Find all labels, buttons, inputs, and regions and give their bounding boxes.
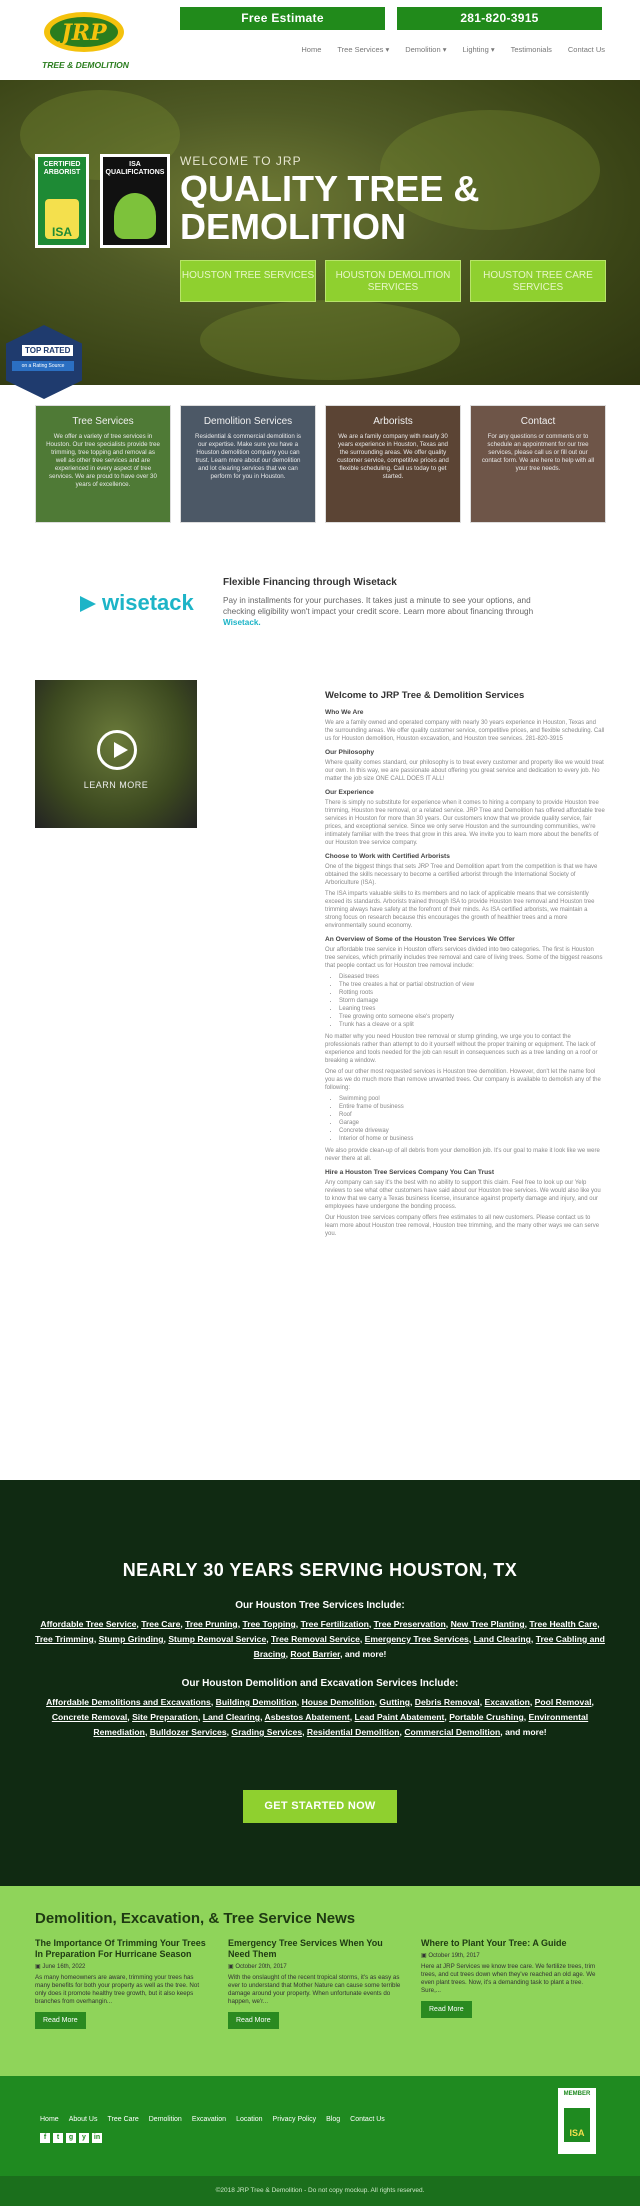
demolition-services-heading: Our Houston Demolition and Excavation Services Include: [181,1678,459,1689]
service-link[interactable]: Building Demolition [215,1697,297,1707]
hero-headline: QUALITY TREE & DEMOLITION [180,168,480,247]
news-title: Demolition, Excavation, & Tree Service News [35,1910,356,1927]
houston-tree-services-button[interactable]: HOUSTON TREE SERVICES [180,260,316,302]
service-link[interactable]: Residential Demolition [306,1727,400,1737]
isa-qualifications-badge [100,154,170,248]
experience-text: There is simply no substitute for experience when it comes to hiring a company to provide Houston tree trimming, Houston tree removal, or a related service. JRP Tree and Demolition has offered affordable tree services in Houston for more than 30 years. Our customers know that we provide quality service, fair prices, and exceptional service. Since we only serve Houston and the surrounding communities, we're intimately familiar with the trees that grow in this area. We invite you to learn more about the benefits of our Houston tree service company. [325,800,605,846]
card-text: We offer a variety of tree services in Houston. Our tree specialists provide tree trimming, tree topping and removal as well as other tree services and are experienced in every aspect of tree services. We are proud to have over 30 years of excellence. [46,433,160,488]
logo-emblem-icon [41,6,127,54]
hire-text: Our Houston tree services company offers free estimates to all new customers. Please contact us to learn more about Houston tree removal, Houston tree trimming, and the many other ways we can serve you. [325,1215,600,1237]
tree-icon [114,193,156,239]
financing-section [0,555,640,655]
footer-link[interactable]: Privacy Policy [272,2116,317,2123]
nav-tree-services[interactable]: Tree Services ▾ [337,45,390,54]
card-title: Contact [520,416,556,427]
nav-lighting[interactable]: Lighting ▾ [462,45,495,54]
list-item: • Tree growing onto someone else's property [339,1013,605,1021]
overview-heading: An Overview of Some of the Houston Tree Services We Offer [325,936,515,943]
services-summary-section [0,1480,640,1886]
removal-reasons-list [325,973,605,1029]
footer-link[interactable]: Blog [326,2116,341,2123]
demolition-services-links: Affordable Demolitions and Excavations, Building Demolition, House Demolition, Gutting, Debris Removal, Excavation, Pool Removal, Concrete Removal, Site Preparation, Land Clearing, Asbestos Abatement, Lead Paint Abatement, Portable Crushing, Environmental Remediation, Bulldozer Services, Grading Services, Residential Demolition, Commercial Demolition, and more! [46,1697,594,1737]
twitter-icon[interactable]: t [53,2133,63,2143]
list-item: • Entire frame of business [339,1103,605,1111]
houston-tree-care-services-button[interactable]: HOUSTON TREE CARE SERVICES [470,260,606,302]
post-date: ▣ June 16th, 2022 [35,1964,86,1970]
footer-link[interactable]: Excavation [191,2116,227,2123]
post-date: ▣ October 19th, 2017 [421,1953,480,1959]
service-link[interactable]: Tree Trimming [35,1634,94,1644]
footer-link[interactable]: About Us [68,2116,98,2123]
facebook-icon[interactable]: f [40,2133,50,2143]
list-item: • Interior of home or business [339,1135,605,1143]
news-section [0,1886,640,2076]
hire-text: Any company can say it's the best with no ability to support this claim. Feel free to look up our Yelp reviews to see what other customers have said about our Houston tree services. We would also like you to know that we carry a Texas business license, insurance against property damage and injury, and our employees have undergone the bonding process. [325,1180,601,1210]
card-text: Residential & commercial demolition is our expertise. Make sure you have a Houston demolition company you can trust. Learn more about our demolition and lot clearing services that we can perform for you in Houston. [195,433,301,480]
who-we-are-heading: Who We Are [325,709,364,716]
service-link[interactable]: Tree Pruning [185,1619,238,1629]
hire-heading: Hire a Houston Tree Services Company You Can Trust [325,1169,495,1176]
service-link[interactable]: Asbestos Abatement [264,1712,350,1722]
service-link[interactable]: Portable Crushing [449,1712,524,1722]
financing-body: Pay in installments for your purchases. It takes just a minute to see your options, and checking eligibility won't impact your credit score. Learn more about financing through [223,596,534,616]
main-nav [301,45,605,54]
list-item: • Garage [339,1119,605,1127]
and-more-text: and more! [344,1649,387,1659]
nav-testimonials[interactable]: Testimonials [510,45,552,54]
service-link[interactable]: Pool Removal [534,1697,592,1707]
list-item: • Diseased trees [339,973,605,981]
service-link[interactable]: Affordable Demolitions and Excavations [46,1697,211,1707]
philosophy-heading: Our Philosophy [325,749,375,756]
badge-title: ISA QUALIFICATIONS [105,161,165,176]
footer-link[interactable]: Tree Care [107,2116,139,2123]
service-link[interactable]: Environmental Remediation [93,1712,589,1737]
read-more-button[interactable]: Read More [35,2012,86,2029]
post-excerpt: With the onslaught of the recent tropical storms, it's as easy as ever to understand that Mother Nature can cause some terrible damage around your property. When unfortunate events do happen, we'r... [228,1974,401,2005]
wisetack-link[interactable]: Wisetack. [223,618,261,627]
footer-link[interactable]: Location [236,2116,263,2123]
service-link[interactable]: Commercial Demolition [404,1727,501,1737]
about-content [325,690,605,1241]
nav-home[interactable]: Home [301,45,322,54]
card-text: We are a family company with nearly 30 years experience in Houston, Texas and the surrounding areas. We offer quality customer service, competitive prices and flexible scheduling. Call us today to get started. [337,433,449,480]
site-header [0,0,640,80]
post-title[interactable]: Emergency Tree Services When You Need Them [228,1938,383,1959]
certified-arborist-badge [35,154,89,248]
overview-text: We also provide clean-up of all debris from your demolition job. It's our goal to make it look like we were never there at all. [325,1148,600,1162]
tree-services-heading: Our Houston Tree Services Include: [235,1600,405,1611]
post-title[interactable]: Where to Plant Your Tree: A Guide [421,1938,567,1948]
hero-banner [0,80,640,385]
service-link[interactable]: Tree Fertilization [300,1619,369,1629]
footer-link[interactable]: Contact Us [350,2116,385,2123]
card-title: Arborists [373,416,413,427]
service-link[interactable]: Land Clearing [202,1712,261,1722]
post-date-text: October 20th, 2017 [235,1964,287,1970]
footer-link[interactable]: Home [40,2116,59,2123]
experience-heading: Our Experience [325,789,374,796]
list-item: • Leaning trees [339,1005,605,1013]
service-link[interactable]: Grading Services [231,1727,303,1737]
card-demolition-services[interactable] [180,405,316,523]
card-title: Tree Services [72,416,134,427]
service-link[interactable]: Gutting [379,1697,410,1707]
certified-text: The ISA imparts valuable skills to its members and no lack of applicable means that we consistently exceed its standards. Arborists trained through ISA to provide Houston tree removal and Houston tree trimming always have safety at the forefront of their minds. As ISA certified arborists, we maintain a strong focus on research because this encourages the growth of healthier trees and a more environmentally sound economy. [325,891,595,929]
service-link[interactable]: Stump Grinding [98,1634,164,1644]
post-excerpt: As many homeowners are aware, trimming your trees has many benefits for both your property as well as the tree. Not only does it promote healthy tree growth, but it also keeps branches from overhangin... [35,1974,200,2005]
member-label: MEMBER [563,2091,591,2097]
top-rated-subtitle: on a Rating Source [12,361,74,371]
overview-text: Our affordable tree service in Houston offers services divided into two categories. The first is Houston tree services, which primarily includes tree removal and care of living trees. Some of the biggest reasons that people contact us for Houston tree removal include: [325,947,603,969]
overview-text: One of our other most requested services is Houston tree demolition. However, don't let the name fool you as we do much more than remove unwanted trees. Our company is available to demolish any of the following: [325,1069,601,1091]
service-link[interactable]: Land Clearing [473,1634,531,1644]
isa-badge-icon: ISA [45,199,79,239]
financing-title: Flexible Financing through Wisetack [223,577,397,588]
and-more-text: and more! [505,1727,547,1737]
company-logo[interactable] [33,6,138,72]
list-item: • The tree creates a hat or partial obstruction of view [339,981,605,989]
card-text: For any questions or comments or to schedule an appointment for our tree services, please call us or fill out our contact form. We are here to help with all your tree needs. [481,433,595,472]
houston-demolition-services-button[interactable]: HOUSTON DEMOLITION SERVICES [325,260,461,302]
card-tree-services[interactable] [35,405,171,523]
service-link[interactable]: Debris Removal [414,1697,480,1707]
social-links [40,2133,102,2143]
service-link[interactable]: Bulldozer Services [149,1727,227,1737]
service-link[interactable]: Tree Removal Service [271,1634,360,1644]
news-post [228,1938,403,2029]
service-link[interactable]: Concrete Removal [51,1712,128,1722]
post-date: ▣ October 20th, 2017 [228,1964,287,1970]
service-link[interactable]: Lead Paint Abatement [354,1712,445,1722]
youtube-icon[interactable]: y [79,2133,89,2143]
wisetack-logo[interactable] [80,590,194,616]
card-arborists[interactable] [325,405,461,523]
video-thumbnail[interactable] [35,680,197,828]
footer-link[interactable]: Demolition [148,2116,182,2123]
service-link[interactable]: New Tree Planting [450,1619,525,1629]
about-section [0,680,640,1480]
list-item: • Trunk has a cleave or a split [339,1021,605,1029]
service-link[interactable]: Tree Cabling and Bracing [253,1634,605,1659]
top-rated-badge[interactable] [0,325,85,400]
certified-heading: Choose to Work with Certified Arborists [325,853,450,860]
philosophy-text: Where quality comes standard, our philosophy is to treat every customer and property like we would treat our own. In this way, we are passionate about offering you great service and dedication to every job. No matter the job size ONE CALL DOES IT ALL! [325,760,604,782]
overview-text: No matter why you need Houston tree removal or stump grinding, we urge you to contact the professionals rather than attempt to do it yourself without the proper training or equipment. The lack of experience and tools needed for the job can result in consequences such as a tree landing on a roof or breaking a window. [325,1034,598,1064]
free-estimate-button[interactable]: Free Estimate [180,7,385,30]
play-icon[interactable] [97,730,137,770]
foliage-decoration [200,300,460,380]
who-we-are-text: We are a family owned and operated company with nearly 30 years experience in Houston, Texas and the surrounding areas. We offer quality customer service, competitive prices, and flexible scheduling. Call us for Houston demolition, Houston excavation, and Houston tree services. 281-820-3915 [325,720,605,742]
list-item: • Roof [339,1111,605,1119]
phone-button[interactable]: 281-820-3915 [397,7,602,30]
site-footer [0,2076,640,2176]
card-contact[interactable] [470,405,606,523]
get-started-button[interactable]: GET STARTED NOW [243,1790,397,1823]
service-link[interactable]: Tree Preservation [373,1619,446,1629]
copyright: ©2018 JRP Tree & Demolition - Do not copy mockup. All rights reserved. [0,2176,640,2206]
post-date-text: June 16th, 2022 [42,1964,86,1970]
certified-text: One of the biggest things that sets JRP Tree and Demolition apart from the competition is that we have obtained the skills necessary to become a certified arborist through the International Society of Arboriculture (ISA). [325,864,598,886]
service-link[interactable]: Affordable Tree Service [40,1619,137,1629]
about-title: Welcome to JRP Tree & Demolition Services [325,690,525,701]
list-item: • Swimming pool [339,1095,605,1103]
list-item: • Storm damage [339,997,605,1005]
isa-logo-icon: ISA [564,2108,590,2142]
linkedin-icon[interactable]: in [93,2134,101,2141]
logo-tagline: TREE & DEMOLITION [42,60,129,70]
news-post [421,1938,596,2018]
service-link[interactable]: Excavation [484,1697,530,1707]
service-link[interactable]: Emergency Tree Services [364,1634,469,1644]
tree-services-links: Affordable Tree Service, Tree Care, Tree Pruning, Tree Topping, Tree Fertilization, Tree Preservation, New Tree Planting, Tree Health Care, Tree Trimming, Stump Grinding, Stump Removal Service, Tree Removal Service, Emergency Tree Services, Land Clearing, Tree Cabling and Bracing, Root Barrier, and more! [35,1619,605,1659]
service-link[interactable]: House Demolition [301,1697,375,1707]
nav-contact-us[interactable]: Contact Us [567,45,605,54]
card-title: Demolition Services [203,416,293,427]
badge-title: CERTIFIED ARBORIST [43,161,81,176]
service-cards [0,405,640,523]
read-more-button[interactable]: Read More [228,2012,279,2029]
post-date-text: October 19th, 2017 [428,1953,480,1959]
service-link[interactable]: Site Preparation [132,1712,198,1722]
service-link[interactable]: Tree Health Care [529,1619,598,1629]
service-link[interactable]: Tree Care [141,1619,181,1629]
hero-welcome: WELCOME TO JRP [180,154,302,168]
services-summary-title: NEARLY 30 YEARS SERVING HOUSTON, TX [122,1560,518,1580]
post-title[interactable]: The Importance Of Trimming Your Trees In Preparation For Hurricane Season [35,1938,206,1959]
footer-nav [40,2116,385,2123]
list-item: • Rotting roots [339,989,605,997]
wisetack-logo-text: wisetack [102,590,194,615]
isa-member-badge [556,2086,598,2156]
service-link[interactable]: Tree Topping [242,1619,296,1629]
wisetack-arrow-icon [80,596,96,612]
service-link[interactable]: Root Barrier [290,1649,341,1659]
top-rated-title: TOP RATED [22,345,73,356]
demolition-list [325,1095,605,1143]
svg-text:JRP: JRP [61,20,107,46]
read-more-button[interactable]: Read More [421,2001,472,2018]
post-excerpt: Here at JRP Services we know tree care. We fertilize trees, trim trees, and cut trees down when they've reached an old age. We even plant trees. Now, it's a demanding task to plant a tree. Sure,... [421,1963,596,1994]
news-post [35,1938,210,2029]
nav-demolition[interactable]: Demolition ▾ [405,45,447,54]
service-link[interactable]: Stump Removal Service [168,1634,267,1644]
list-item: • Concrete driveway [339,1127,605,1135]
google-plus-icon[interactable]: g [66,2133,76,2143]
video-label: LEARN MORE [83,780,149,790]
financing-text [223,595,563,628]
